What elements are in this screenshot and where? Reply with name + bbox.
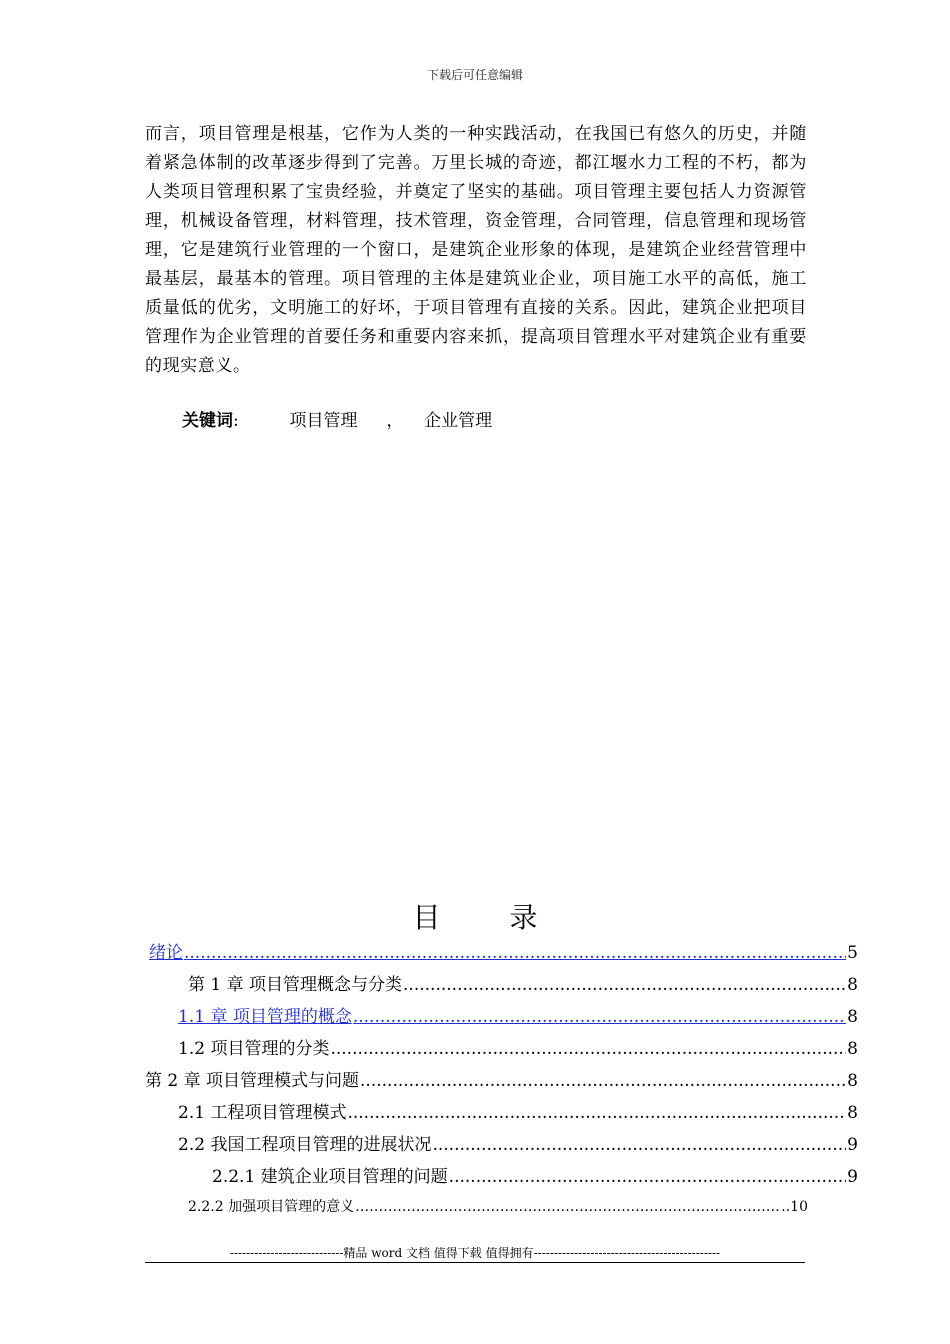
toc-entry-2-2-2[interactable] xyxy=(188,1194,808,1220)
keywords-colon: : xyxy=(233,411,239,431)
toc-entry-text[interactable]: 2.2.1 建筑企业项目管理的问题 xyxy=(212,1167,448,1187)
toc-page-number: 8 xyxy=(847,1007,858,1027)
keyword-item: 企业管理 xyxy=(424,411,493,431)
toc-entry-text[interactable]: 2.2.2 加强项目管理的意义 xyxy=(188,1199,355,1215)
toc-entry-text[interactable]: 1.2 项目管理的分类 xyxy=(178,1039,330,1059)
keyword-separator: ， xyxy=(386,411,404,431)
toc-leader-dots xyxy=(347,1100,846,1126)
toc-title: 目 录 xyxy=(412,901,568,934)
footer-divider xyxy=(145,1262,805,1263)
toc-entry-1-2[interactable] xyxy=(178,1036,858,1062)
toc-entry-text[interactable]: 绪论 xyxy=(149,943,183,963)
toc-entry-text[interactable]: 2.2 我国工程项目管理的进展状况 xyxy=(178,1135,432,1155)
toc-page-number: 8 xyxy=(847,1071,858,1091)
keywords-line xyxy=(182,408,492,434)
toc-entry-text[interactable]: 第 1 章 项目管理概念与分类 xyxy=(188,975,403,995)
toc-entry-text[interactable]: 1.1 章 项目管理的概念 xyxy=(178,1007,352,1027)
toc-leader-dots xyxy=(353,1004,846,1030)
toc-entry-text[interactable]: 第 2 章 项目管理模式与问题 xyxy=(145,1071,360,1091)
page-header: 下载后可任意编辑 xyxy=(426,68,523,82)
toc-entry-chapter-2[interactable] xyxy=(145,1068,858,1094)
keywords-label: 关键词 xyxy=(182,411,233,431)
keyword-item: 项目管理 xyxy=(289,411,358,431)
toc-page-number: 8 xyxy=(847,1039,858,1059)
toc-entry-1-1[interactable] xyxy=(178,1004,858,1030)
toc-page-number: 9 xyxy=(847,1167,858,1187)
toc-page-number: 8 xyxy=(847,1103,858,1123)
toc-entry-2-2[interactable] xyxy=(178,1132,858,1158)
toc-entry-2-1[interactable] xyxy=(178,1100,858,1126)
footer-text: ----------------------------精品 word 文档 值得下载 值得拥有---------------------------------------------- xyxy=(229,1246,721,1260)
toc-entry-chapter-1[interactable] xyxy=(188,972,858,998)
toc-entry-text[interactable]: 2.1 工程项目管理模式 xyxy=(178,1103,347,1123)
toc-leader-dots xyxy=(330,1036,846,1062)
toc-entry-2-2-1[interactable] xyxy=(212,1164,858,1190)
toc-leader-dots xyxy=(360,1068,846,1094)
toc-page-number: 8 xyxy=(847,975,858,995)
toc-leader-dots xyxy=(449,1164,847,1190)
toc-leader-dots xyxy=(184,940,846,966)
toc-entry-introduction[interactable] xyxy=(145,940,858,966)
toc-leader-dots xyxy=(355,1194,780,1220)
toc-page-number: ..10 xyxy=(781,1199,808,1215)
toc-leader-dots xyxy=(432,1132,846,1158)
abstract-paragraph: 而言，项目管理是根基，它作为人类的一种实践活动，在我国已有悠久的历史，并随着紧急体制的改革逐步得到了完善。万里长城的奇迹，都江堰水力工程的不朽，都为人类项目管理积累了宝贵经验，并奠定了坚实的基础。项目管理主要包括人力资源管理，机械设备管理，材料管理，技术管理，资金管理，合同管理，信息管理和现场管理，它是建筑行业管理的一个窗口，是建筑企业形象的体现，是建筑企业经营管理中最基层，最基本的管理。项目管理的主体是建筑业企业，项目施工水平的高低，施工质量低的优劣，文明施工的好坏，于项目管理有直接的关系。因此，建筑企业把项目管理作为企业管理的首要任务和重要内容来抓，提高项目管理水平对建筑企业有重要的现实意义。 xyxy=(145,124,807,376)
toc-leader-dots xyxy=(403,972,846,998)
toc-page-number: 9 xyxy=(847,1135,858,1155)
toc-page-number: 5 xyxy=(847,943,858,963)
